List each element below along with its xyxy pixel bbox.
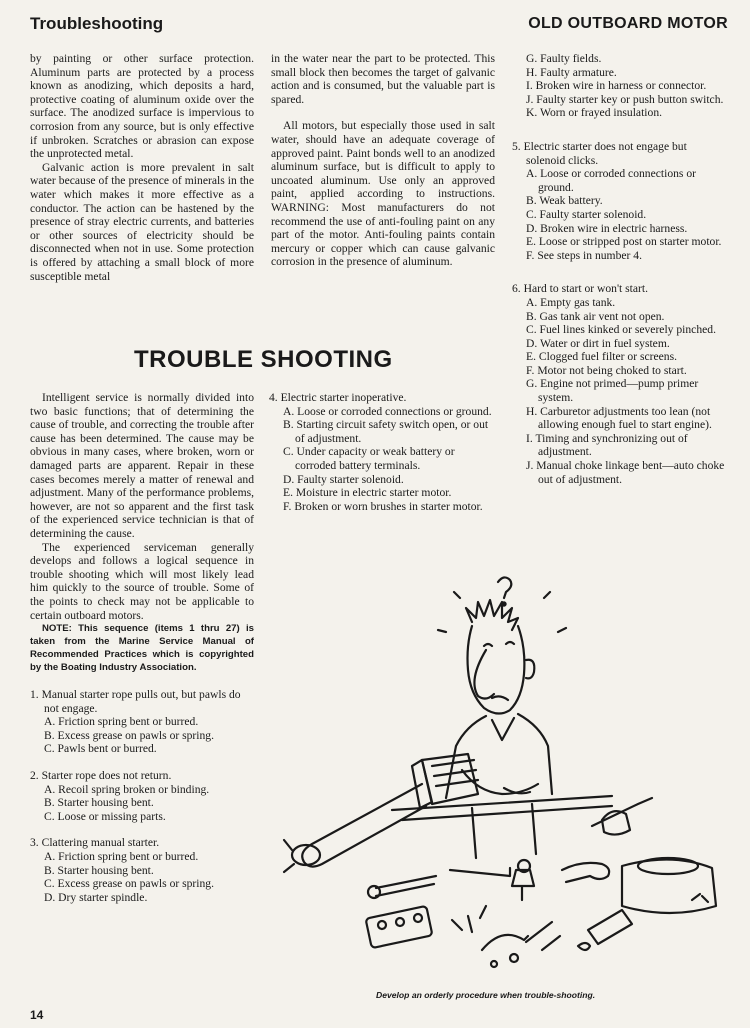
list-item: B. Starter housing bent. — [44, 863, 154, 877]
list-item: H. Carburetor adjustments too lean (not allowing enough fuel to start engine). — [526, 404, 712, 432]
list-item: B. Starting circuit safety switch open, or out of adjustment. — [283, 418, 489, 445]
list-item: E. Loose or stripped post on starter motor. — [526, 235, 722, 249]
list-item: A. Empty gas tank. — [526, 295, 616, 309]
item-5 — [512, 140, 728, 262]
list-item: A. Friction spring bent or burred. — [44, 715, 199, 729]
list-item: B. Weak battery. — [526, 194, 603, 208]
paragraph: Intelligent service is normally divided into two basic functions; that of determining the cause of trouble, and correcting the trouble after cause has been determined. The cause may be obvious in many cases, where broken, worn or damaged parts are apparent. Repair in these cases becomes merely a matter of renewal and adjustment. Many of the performance problems, however, are not so apparent and the first task of the experienced service technician is that of determining the cause. — [30, 391, 254, 540]
list-item: I. Timing and synchronizing out of adjustment. — [526, 431, 688, 459]
list-item: A. Loose or corroded connections or ground. — [526, 167, 696, 194]
list-heading: 6. Hard to start or won't start. — [512, 282, 649, 296]
list-heading: 2. Starter rope does not return. — [30, 769, 172, 783]
running-header-section: Troubleshooting — [30, 14, 164, 33]
list-item: D. Faulty starter solenoid. — [283, 472, 404, 486]
list-item: J. Manual choke linkage bent—auto choke out of adjustment. — [526, 459, 725, 486]
list-item: B. Excess grease on pawls or spring. — [44, 728, 215, 742]
list-item: I. Broken wire in harness or connector. — [526, 79, 707, 93]
list-item: D. Dry starter spindle. — [44, 890, 148, 904]
item-1 — [30, 688, 254, 756]
item-6 — [512, 282, 728, 486]
column-1-top — [30, 52, 254, 283]
list-item: A. Recoil spring broken or binding. — [44, 782, 210, 796]
list-heading: 4. Electric starter inoperative. — [269, 391, 407, 404]
list-heading: 3. Clattering manual starter. — [30, 836, 160, 850]
confused-mechanic-illustration — [272, 570, 732, 982]
list-item: B. Starter housing bent. — [44, 796, 154, 810]
list-item: E. Moisture in electric starter motor. — [283, 486, 452, 500]
list-heading: 1. Manual starter rope pulls out, but pawls do not engage. — [30, 688, 241, 715]
figure-caption: Develop an orderly procedure when trouble-shooting. — [376, 990, 596, 1000]
column-1-bottom — [30, 391, 254, 904]
list-item: A. Friction spring bent or burred. — [44, 850, 199, 864]
list-item: C. Under capacity or weak battery or corroded battery terminals. — [283, 445, 455, 472]
list-item: F. See steps in number 4. — [526, 248, 642, 262]
column-2-bottom — [269, 391, 493, 513]
paragraph: in the water near the part to be protected. This small block then becomes the target of galvanic action and is consumed, but the valuable part is spared. — [271, 52, 495, 106]
column-3 — [512, 52, 728, 486]
list-item: C. Loose or missing parts. — [44, 809, 166, 823]
paragraph: Galvanic action is more prevalent in salt water because of the presence of minerals in the water which makes it more effective as a conductor. The action can be hastened by the presence of stray electric currents, and batteries or other sources of electricity should be disconnected when not in use. Some protection is offered by attaching a small block of more susceptible metal — [30, 160, 254, 283]
page-number: 14 — [30, 1008, 44, 1022]
list-item: C. Excess grease on pawls or spring. — [44, 877, 215, 891]
list-item: G. Engine not primed—pump primer system. — [526, 377, 699, 405]
list-item: D. Broken wire in electric harness. — [526, 221, 688, 235]
paragraph: The experienced serviceman generally develops and follows a logical sequence in trouble shooting which will most likely lead him quickly to the source of trouble. Some of the points to check may not be applicable to certain outboard motors. — [30, 540, 254, 622]
list-item: F. Motor not being choked to start. — [526, 363, 687, 377]
paragraph: All motors, but especially those used in salt water, should have an adequate coverage of approved paint. Paint bonds well to an anodized aluminum surface, but is difficult to apply to uncoated aluminum. Use only an approved paint, applied according to instructions. WARNING: Most manufacturers do not recommend the use of anti-fouling paint on any part of the motor. Anti-fouling paints contain mercury or copper which can cause galvanic corrosion in the presence of aluminum. — [271, 119, 495, 269]
list-item: K. Worn or frayed insulation. — [526, 106, 663, 120]
running-header-title: OLD OUTBOARD MOTOR — [528, 15, 728, 32]
list-item: C. Fuel lines kinked or severely pinched. — [526, 323, 716, 337]
list-item: C. Faulty starter solenoid. — [526, 207, 647, 221]
list-item: F. Broken or worn brushes in starter motor. — [283, 499, 483, 513]
list-item: E. Clogged fuel filter or screens. — [526, 350, 677, 364]
list-item: D. Water or dirt in fuel system. — [526, 336, 670, 350]
list-item: C. Pawls bent or burred. — [44, 742, 157, 756]
copyright-note: NOTE: This sequence (items 1 thru 27) is taken from the Marine Service Manual of Recommended Practices which is copyrighted by the Boating Industry Association. — [30, 623, 254, 674]
list-item: B. Gas tank air vent not open. — [526, 309, 665, 323]
list-item: H. Faulty armature. — [526, 65, 617, 79]
item-2 — [30, 769, 254, 823]
list-heading: 5. Electric starter does not engage but solenoid clicks. — [512, 139, 687, 167]
list-item: A. Loose or corroded connections or ground. — [283, 404, 492, 418]
section-title: TROUBLE SHOOTING — [134, 346, 393, 373]
paragraph: by painting or other surface protection. Aluminum parts are protected by a process known as anodizing, which deposits a hard, protective coating of aluminum oxide over the surface. The anodized surface is impervious to corrosion from any source, but is only effective if unbroken. Scratches or abrasion can expose the unprotected metal. — [30, 52, 254, 161]
item-4-continued — [512, 52, 728, 120]
column-2-top — [271, 52, 495, 269]
item-4 — [269, 391, 493, 513]
list-item: J. Faulty starter key or push button switch. — [526, 92, 724, 106]
item-3 — [30, 836, 254, 904]
list-item: G. Faulty fields. — [526, 52, 602, 65]
